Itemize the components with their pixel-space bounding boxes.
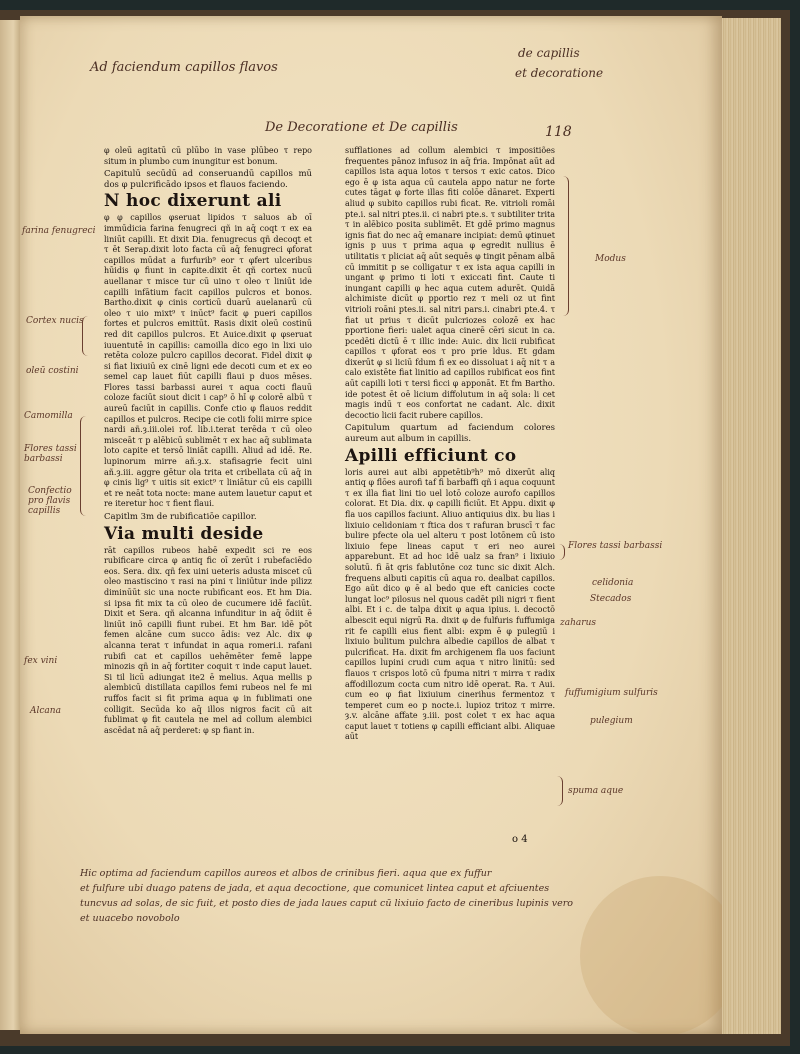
margin-note-right: zaharus [560, 618, 596, 628]
chapter-4-title: Capitulum quartum ad faciendum colores aureum aut album in capillis. [345, 423, 555, 445]
margin-note-left: Alcana [30, 706, 61, 716]
margin-note-left: Camomilla [24, 411, 73, 421]
chapter-3-text: rāt capillos rubeos habē expedit sci re eos rubificare circa φ antiq fic oī zerūt i rubefaciēdo eos. Sera. dix. qñ fex uini ueteris adusta miscet cū oleo mastiscino τ rasi na pini τ liniūtur inde pilizz diminūūt sic una nocte rubificant eos. Et hm Dia. si ipsa fit mix ta cū oleo de cucumere idē faciūt. Dixit et Sera. qñ alcanna infunditur in aq̄ ōdiit ē liniūt inō capilli fiunt rubei. Et hm Bar. idē pōt femen alcāne cum succo ādis: vez Alc. dix φ alcanna terat τ infundat in aqua romeri.i. rafani rubifi cat et capillos uehēmēter femē lappe minozis qñ in aq̄ fortiter coquit τ inde caput lauet. Si til licū adiungat ite2 ē melius. Aqua mellis p alembicū distillata capillos femi rubeos nel fe mi ruffos facit si fit prima aqua φ in fublimati one colligit. Secūda ko aq̄ illos nigros facit cū ait fublimat φ fit cautela ne mel ad collum alembici ascēdat nā aq̄ perderet: φ sp fiant in. [104, 545, 312, 735]
chapter-2-title: Capitulū secūdū ad conseruandū capillos mū dos φ pulcrificādo ipsos et flauos faciendo. [104, 169, 312, 190]
signature-mark: o 4 [512, 834, 528, 845]
margin-note-right: fuffumigium sulfuris [565, 688, 658, 698]
margin-bracket [556, 776, 563, 806]
margin-note-left: Confectio pro flavis capillis [28, 486, 72, 516]
note-line: tuncvus ad solas, de sic fuit, et posto dies de jada laues caput cū lixiuio facto de cineribus lupinis vero [80, 898, 573, 909]
right-column [345, 146, 555, 745]
page-fore-edge [718, 18, 781, 1034]
margin-note-right: Stecados [590, 594, 632, 604]
margin-note-left: farina fenugreci [22, 226, 96, 236]
margin-note-left: Flores tassi barbassi [24, 444, 77, 464]
margin-note-right: spuma aque [568, 786, 624, 796]
left-column [104, 146, 312, 738]
margin-bracket [82, 316, 89, 356]
chapter-2-incipit: N hoc dixerunt ali [104, 191, 282, 212]
note-line: et uuacebo novobolo [80, 913, 180, 924]
chapter-4-text: loris aurei aut albi appetētib⁹h⁹ mō dixerūt aliq antiq φ flōes aurofi taf fi barbaffi qñ i aqua coquunt τ ex illa fiat lini tio uel lotō coloze aurofo capillos colorat. Et Dia. dix. φ capilli ficiūt. Et Appu. dixit φ fla uos capillos faciunt. Aliuo antiquius dix. bu lias i lixiuio celidoniam τ ftica dos τ rafuran bruscī τ fac bulire pfecte ola uel alteru τ post lotōnem cū isto lixiuio fepe lineas caput τ eri neo aurei apparebunt. Et ad hoc idē ualz sa fran⁹ i lixiuio solutū. fi āt qris fablutōne coz tunc sic dixit Alch. frequens albuti capitis cū aqua ro. dealbat capillos. Ego aūt dico φ ē al bedo que eft canicies cocte lungat loc⁹ pilosus nel quous cadēt pili nigri τ fient albi. Et i c. de talpa dixit φ aqua ipius. i. decoctō albescit equi nigrū Ra. dixit φ de fulfuris fuffumiga rit fe capilli eius fient albi: expm ē φ pulegiū i lixiuio bulitum pulchra albedie capillos de albat τ pulcrificat. Ha. dixit fm archigenem fla uos faciunt capillos lupini crudi cum aqua τ nitro linitū: sed flauos τ crispos lotō cū fpuma nitri τ mirra τ radix affodillozum cocta cum nitro idē operat. Ra. τ Aui. cum eo φ fiat lixiuium cinerihus fermentoz τ temperet cum eo p nocte.i. lupioz tritoz τ mirre. ȝ.v. alcāne affate ȝ.iii. post colet τ ex hac aqua caput lauet τ totiens φ capilli efficiant albi. Aliquae aūt [345, 467, 555, 742]
margin-bracket [558, 544, 565, 560]
chapter-3-title: Capitlm 3m de rubificatiōe capillor. [104, 512, 257, 522]
margin-bracket [560, 176, 569, 316]
top-right-annotation-2: et decoratione [515, 66, 604, 80]
margin-note-left: Cortex nucis [26, 316, 84, 326]
margin-note-right: Modus [595, 254, 626, 264]
margin-note-left: fex vini [24, 656, 58, 666]
margin-note-right: pulegium [590, 716, 633, 726]
chapter-4-incipit: Apilli efficiunt co [345, 445, 517, 466]
chapter-3-incipit: Via multi deside [104, 523, 264, 544]
top-left-annotation: Ad faciendum capillos flavos [90, 60, 278, 75]
chapter-3-continuation: sufflationes ad collum alembici τ impositiões frequentes pānoz infusoz in aq̄ fria. Impōnat aūt ad capillos ista aqua lotos τ tersos τ exic catos. Dico ego ē φ ista aqua cū cautela appo natur ne forte cutes tāgat φ forte illas fiti colōe dānaret. Experti aliud φ subito capillos rubi ficat. Re. vitrioli romāi pte.i. sal nitri ptes.ii. ci nabri pte.s. τ subtiliter trita τ in alēbico posita sublimēt. Et gdē primo magnus ignis fiat do nec aq̄ emanare incipiat: demū φtinuet ignis p uus τ prima aqua φ egredit nullius ē utilitatis τ pliciat aq̄ aūt sequēs φ tingit pēnam albā cū immitit p se colligatur τ ex ista aqua capilli in ungant φ primo ti loti τ exiccati fint. Caute ti inungant capilli φ hec aqua cutem adurēt. Quidā alchimiste dicūt φ pportio rez τ meli oz ut fint vitrioli roāni ptes.ii. sal nitri pars.i. cinabri pte.4. τ fiat ut prius τ dicūt pulcriozes colozē ex hac pportione fieri: ualet aqua cinerē cēri sicut in ca. pcedēti dictū ē τ illic inde: Auic. dix licii rubificat capillos τ φforat eos τ pro prie ldus. Et gdam dixerūt φ si liciū fdum fi ex eo dissoluat i aq̄ nit τ a calo existēte fiat linitio ad capillos rubificat eos fint aūt capilli loti τ tersi ficci φ apponāt. Et fm Bartho. ide potest ēt oē licium diffolutum in aq̄ sola: li cet magis indū τ eos confortat ne cadant. Alc. dixit decoctio licii facit rubere capillos. [345, 146, 555, 420]
top-right-annotation: de capillis [518, 46, 580, 60]
chapter-2-text: φ φ capillos φseruat lipidos τ saluos ab oī immūdicia farina fenugreci qñ in aq̄ coqt τ ex ea liniūt capilli. Et dixit Dia. fenugrecus qñ decoqt et τ ēt Serap.dixit loto facta cū aq̄ fenugreci φforat capillos mūdat a furfurib⁹ eor τ φfert ulceribus hūidis φ fiunt in capite.dixit ēt qñ cortex nucū auellanar τ misce tur cū uino τ oleo τ liniūt ide capilli infātium facit capillos pulcros et bonos. Bartho.dixit φ cinis corticū duarū auelanarū cū oleo τ uio mixt⁹ τ inūct⁹ facit φ pueri capillos fortes et pulcros emittūt. Rasis dixit oleū costinū red dit capillos pulcros. Et Auice.dixit φ φseruat iuuentutē in capillis: camoilla dico ego in lixi uio retēta coloze pulcro capillos decorat. Fidel dixit φ si fiat lixiuiū ex cinē ligni ede decoti cum et ex eo semel cap lauet fiūt capilli flaui p duos mēses. Flores tassi barbassi aurei τ aqua cocti flauū coloze faciūt siout dicit i cap⁹ ō hi̇̄ φ colorē albū τ aureū faciūt in capillis. Confe ctio φ flauos reddit capillos et pulcros. Recipe cie cotli folii mirre spice nardi añ.ȝ.iii.olei rof. lib.i.terat terēda τ cū oleo misceāt τ p alēbicū sublimēt τ ex hac aq̄ sublimata loto capite et tersō liniāt capilli. Aliud ad idē. Re. lupinorum mirre añ.ȝ.x. stafisagrie fecit uini añ.ȝ.iii. aggre gētur ola trita et cribellata cū aq̄ in φ cinis lig⁹ τ uitis sit exict⁹ τ liniātur cū eis capilli et re neāt tota nocte: mane autem lauetur caput et re iteretur hoc τ fient flaui. [104, 213, 312, 509]
running-head: De Decoratione et De capillis [265, 120, 458, 135]
bottom-handwritten-note [80, 866, 700, 926]
note-line: Hic optima ad faciendum capillos aureos et albos de crinibus fieri. aqua que ex fuffur [80, 868, 492, 879]
margin-note-right: Flores tassi barbassi [568, 541, 663, 551]
folio-number: 118 [545, 124, 572, 140]
manuscript-page [20, 16, 722, 1034]
margin-note-left: oleū costini [26, 366, 79, 376]
opening-lines: φ oleū agitatū cū plūbo in vase plūbeo τ repo situm in plumbo cum inungitur est bonum. [104, 146, 312, 166]
margin-bracket [80, 416, 87, 516]
note-line: et fulfure ubi duago patens de jada, et aqua decoctione, que comunicet lintea caput et afciuentes [80, 883, 550, 894]
margin-note-right: celidonia [592, 578, 634, 588]
